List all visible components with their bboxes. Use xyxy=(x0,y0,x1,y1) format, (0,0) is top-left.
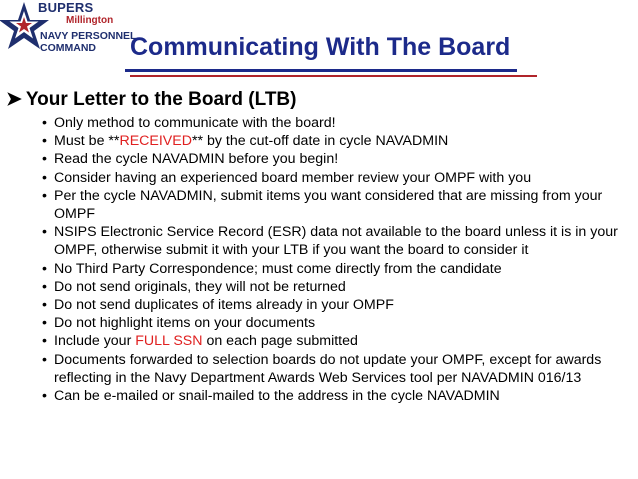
list-item xyxy=(40,278,632,296)
highlighted-text: RECEIVED xyxy=(119,133,192,150)
list-item-text: Must be ** xyxy=(54,133,120,150)
list-item xyxy=(40,132,632,150)
logo-bupers-text: BUPERS xyxy=(38,0,94,15)
list-item-text: NSIPS Electronic Service Record (ESR) data not available to the board unless it is in your OMPF, otherwise submit it with your LTB if you want the board to consider it xyxy=(54,224,618,259)
list-item-text: Read the cycle NAVADMIN before you begin! xyxy=(54,151,339,168)
list-item-text: Consider having an experienced board member review your OMPF with you xyxy=(54,169,532,186)
highlighted-text: FULL SSN xyxy=(135,333,203,350)
list-item xyxy=(40,260,632,278)
list-item xyxy=(40,169,632,187)
logo-navy-personnel-text: NAVY PERSONNEL xyxy=(40,30,137,42)
list-item-text: Do not send originals, they will not be returned xyxy=(54,278,346,295)
bullet-icon: • xyxy=(42,333,47,350)
bullet-icon: • xyxy=(42,187,47,204)
list-item xyxy=(40,314,632,332)
section-heading xyxy=(6,88,296,111)
slide-title: Communicating With The Board xyxy=(130,33,511,61)
list-item-text: Include your xyxy=(54,333,136,350)
bullet-icon: • xyxy=(42,115,47,131)
list-item xyxy=(40,296,632,314)
list-item xyxy=(40,351,632,387)
list-item-text: Do not send duplicates of items already in your OMPF xyxy=(54,297,394,314)
bullet-icon: • xyxy=(42,169,47,186)
list-item xyxy=(40,187,632,223)
bullet-list xyxy=(40,114,632,405)
title-rule-blue xyxy=(125,69,517,72)
list-item xyxy=(40,114,632,132)
bullet-icon: • xyxy=(42,297,47,314)
list-item xyxy=(40,150,632,168)
bullet-icon: • xyxy=(42,260,47,277)
list-item xyxy=(40,223,632,259)
section-heading-text: Your Letter to the Board (LTB) xyxy=(25,89,297,110)
list-item-text: ** by the cut-off date in cycle NAVADMIN xyxy=(191,133,449,150)
bullet-icon: • xyxy=(42,351,47,368)
list-item-text: Do not highlight items on your documents xyxy=(54,315,316,332)
arrow-bullet-icon: ➤ xyxy=(6,89,22,110)
bullet-icon: • xyxy=(42,133,47,150)
list-item xyxy=(40,332,632,350)
bullet-icon: • xyxy=(42,151,47,168)
bupers-logo xyxy=(0,0,137,62)
bullet-icon: • xyxy=(42,388,47,405)
logo-command-text: COMMAND xyxy=(40,42,96,54)
list-item xyxy=(40,387,632,405)
list-item-text: Only method to communicate with the board! xyxy=(54,115,336,131)
list-item-text: on each page submitted xyxy=(202,333,358,350)
bullet-icon: • xyxy=(42,278,47,295)
title-rule-red xyxy=(130,75,537,77)
list-item-text: Per the cycle NAVADMIN, submit items you want considered that are missing from your OMPF xyxy=(54,187,603,223)
logo-millington-text: Millington xyxy=(66,15,114,26)
list-item-text: Documents forwarded to selection boards do not update your OMPF, except for awards reflecting in the Navy Department Awards Web Services tool per NAVADMIN 016/13 xyxy=(54,351,602,386)
list-item-text: No Third Party Correspondence; must come directly from the candidate xyxy=(54,260,502,277)
list-item-text: Can be e-mailed or snail-mailed to the address in the cycle NAVADMIN xyxy=(54,388,500,405)
bullet-icon: • xyxy=(42,224,47,241)
bullet-icon: • xyxy=(42,315,47,332)
